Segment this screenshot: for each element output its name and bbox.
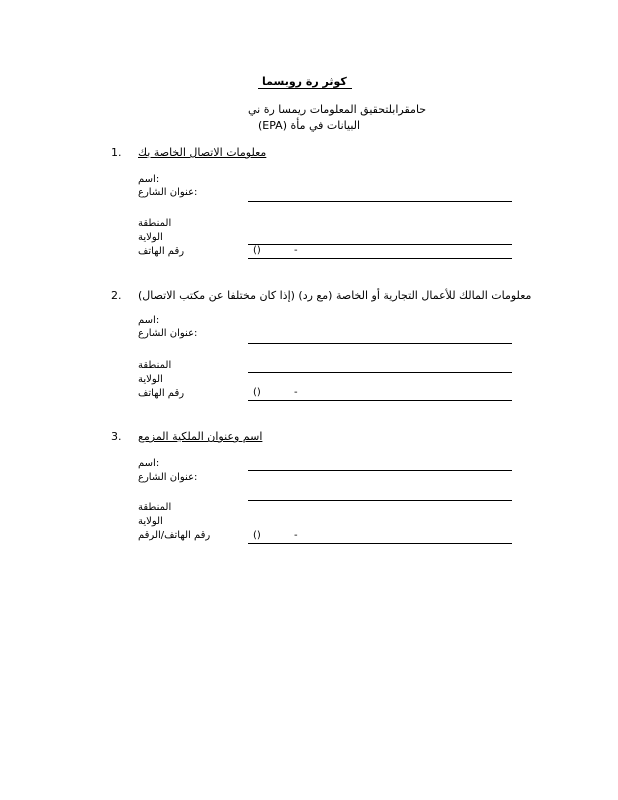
- name-label: اسم:: [138, 458, 160, 469]
- phone-dash: -: [294, 387, 298, 398]
- region-state-field[interactable]: [248, 372, 512, 373]
- section-number: 3.: [111, 430, 122, 443]
- document-title: كوثر رة روبسما: [262, 75, 347, 88]
- street-address-field[interactable]: [248, 470, 512, 471]
- phone-field[interactable]: [248, 400, 512, 401]
- name-label: اسم:: [138, 315, 160, 326]
- phone-label: رقم الهاتف: [138, 388, 185, 399]
- document-subtitle-line1: حامقرابلتحقيق المعلومات ريمسا رة ني: [248, 103, 427, 116]
- phone-dash: -: [294, 245, 298, 256]
- phone-dash: -: [294, 530, 298, 541]
- region-label: المنطقة: [138, 360, 172, 371]
- state-label: الولاية: [138, 516, 163, 527]
- document-subtitle-line2: (EPA) البيانات في مأة: [258, 119, 361, 132]
- section-number: 1.: [111, 146, 122, 159]
- title-underline: [258, 88, 352, 89]
- phone-area-code-parens: (): [253, 245, 261, 256]
- state-label: الولاية: [138, 374, 163, 385]
- phone-field[interactable]: [248, 258, 512, 259]
- region-label: المنطقة: [138, 218, 172, 229]
- name-label: اسم:: [138, 174, 160, 185]
- state-label: الولاية: [138, 232, 163, 243]
- street-address-label: عنوان الشارع:: [138, 187, 198, 198]
- region-state-field[interactable]: [248, 244, 512, 245]
- street-address-field[interactable]: [248, 201, 512, 202]
- street-address-label: عنوان الشارع:: [138, 472, 198, 483]
- phone-area-code-parens: (): [253, 530, 261, 541]
- phone-field[interactable]: [248, 543, 512, 544]
- region-label: المنطقة: [138, 502, 172, 513]
- street-address-field[interactable]: [248, 343, 512, 344]
- section-heading: معلومات الاتصال الخاصة بك: [138, 146, 267, 159]
- phone-area-code-parens: (): [253, 387, 261, 398]
- section-heading: (إذا كان مختلفا عن مكتب الاتصال) معلومات المالك للأعمال التجارية أو الخاصة (مع رد): [138, 289, 532, 302]
- phone-label: رقم الهاتف/الرقم: [138, 530, 211, 541]
- phone-label: رقم الهاتف: [138, 246, 185, 257]
- section-heading: اسم وعنوان الملكية المزمع: [138, 430, 263, 443]
- section-number: 2.: [111, 289, 122, 302]
- street-address-label: عنوان الشارع:: [138, 328, 198, 339]
- street-address-field-line2[interactable]: [248, 500, 512, 501]
